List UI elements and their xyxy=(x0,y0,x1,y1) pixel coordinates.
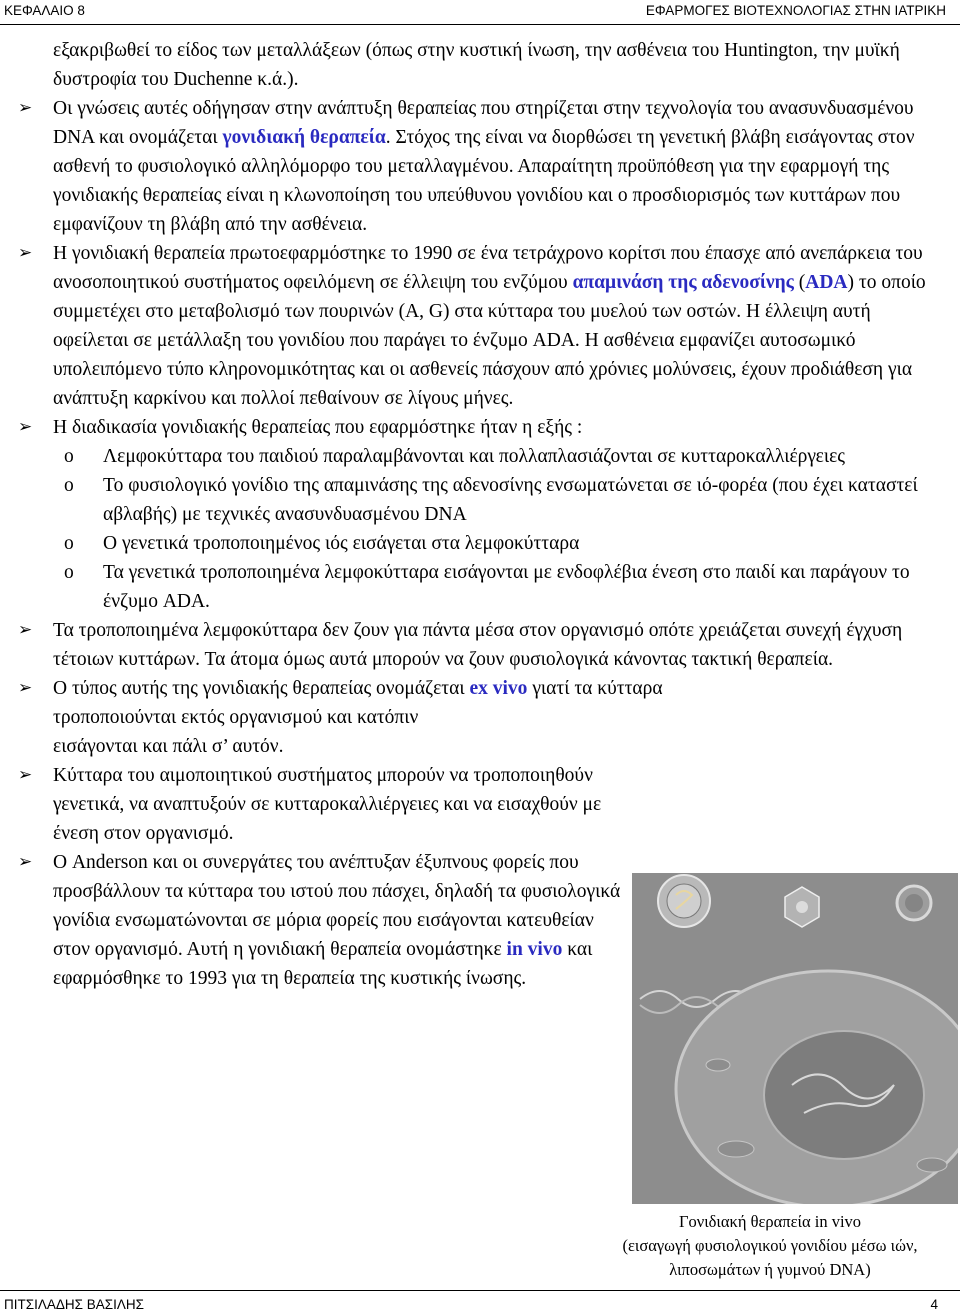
arrow-bullet-icon: ➢ xyxy=(18,620,33,640)
intro-paragraph: εξακριβωθεί το είδος των μεταλλάξεων (όπως στην κυστική ίνωση, την ασθένεια του Huntington, την μυϊκή δυστροφία του Duchenne κ.ά.). xyxy=(53,40,900,90)
arrow-bullet-icon: ➢ xyxy=(18,765,33,785)
liposome-icon xyxy=(897,886,931,920)
book-title: ΕΦΑΡΜΟΓΕΣ ΒΙΟΤΕΧΝΟΛΟΓΙΑΣ ΣΤΗΝ ΙΑΤΡΙΚΗ xyxy=(645,3,946,18)
bullet-procedure-intro: ➢ Η διαδικασία γονιδιακής θεραπείας που εφαρμόστηκε ήταν η εξής : xyxy=(18,413,948,442)
caption-title: Γονιδιακή θεραπεία in vivo xyxy=(678,1212,862,1231)
arrow-bullet-icon: ➢ xyxy=(18,678,33,698)
circle-bullet-icon: o xyxy=(64,562,74,583)
bullet-lymphocyte-lifetime: ➢ Τα τροποποιημένα λεμφοκύτταρα δεν ζουν για πάντα μέσα στον οργανισμό οπότε χρειάζεται συνεχή έγχυση τέτοιων κυττάρων. Τα άτομα όμως αυτά μπορούν να ζουν φυσιολογικά κάνοντας τακτική θεραπεία. xyxy=(18,616,948,674)
header-rule xyxy=(0,24,960,25)
arrow-bullet-icon: ➢ xyxy=(18,243,33,263)
procedure-step: o Λεμφοκύτταρα του παιδιού παραλαμβάνονται και πολλαπλασιάζονται σε κυτταροκαλλιέργειες xyxy=(18,442,948,471)
page-header xyxy=(0,0,960,26)
procedure-step: o Το φυσιολογικό γονίδιο της απαμινάσης της αδενοσίνης ενσωματώνεται σε ιό-φορέα (που έχει καταστεί αβλαβής) με τεχνικές ανασυνδυασμένου DNA xyxy=(18,471,948,529)
page-number: 4 xyxy=(930,1297,938,1312)
page-footer xyxy=(0,1290,960,1314)
cell-diagram-graphic xyxy=(632,873,958,1204)
ada-abbreviation: ADA xyxy=(805,272,848,293)
ex-vivo-term: ex vivo xyxy=(469,678,528,699)
gene-therapy-illustration xyxy=(632,873,958,1204)
retrovirus-icon xyxy=(658,875,710,927)
chapter-label: ΚΕΦΑΛΑΙΟ 8 xyxy=(4,3,85,18)
bullet-hematopoietic-cells: ➢ Κύτταρα του αιμοποιητικού συστήματος μπορούν να τροποποιηθούν γενετικά, να αναπτυξούν σε κυτταροκαλλιέργειες και να εισαχθούν με ένεση στον οργανισμό. xyxy=(18,761,633,848)
in-vivo-term: in vivo xyxy=(506,939,563,960)
procedure-step: o Τα γενετικά τροποποιημένα λεμφοκύτταρα εισάγονται με ενδοφλέβια ένεση στο παιδί και παράγουν το ένζυμο ADA. xyxy=(18,558,948,616)
bullet-in-vivo: ➢ Ο Anderson και οι συνεργάτες του ανέπτυξαν έξυπνους φορείς που προσβάλλουν τα κύτταρα του ιστού που πάσχει, δηλαδή τα φυσιολογικά γονίδια ενσωματώνονται σε μόρια φορείς που εισάγονται κατευθείαν στον οργανισμό. Αυτή η γονιδιακή θεραπεία ονομάστηκε in vivo και εφαρμόσθηκε το 1993 για τη θεραπεία της κυστικής ίνωσης. xyxy=(18,848,633,993)
arrow-bullet-icon: ➢ xyxy=(18,98,33,118)
caption-line: λιποσωμάτων ή γυμνού DNA) xyxy=(669,1260,871,1279)
circle-bullet-icon: o xyxy=(64,446,74,467)
arrow-bullet-icon: ➢ xyxy=(18,852,33,872)
figure-caption xyxy=(582,1210,958,1282)
circle-bullet-icon: o xyxy=(64,533,74,554)
ada-enzyme-term: απαμινάση της αδενοσίνης xyxy=(572,272,794,293)
gene-therapy-term: γονιδιακή θεραπεία xyxy=(222,127,386,148)
bullet-gene-therapy-definition: ➢ Οι γνώσεις αυτές οδήγησαν στην ανάπτυξη θεραπείας που στηρίζεται στην τεχνολογία του ανασυνδυασμένου DNA και ονομάζεται γονιδιακή θεραπεία. Στόχος της είναι να διορθώσει τη γενετική βλάβη εισάγοντας στον ασθενή το φυσιολογικό αλληλόμορφο του μεταλλαγμένου. Απαραίτητη προϋπόθεση για την εφαρμογή της γονιδιακής θεραπείας είναι η κλωνοποίηση του υπεύθυνου γονιδίου και ο προσδιορισμός των κυττάρων που εμφανίζουν τη βλάβη από την ασθένεια. xyxy=(18,94,948,239)
nucleus-icon xyxy=(764,1031,924,1159)
arrow-bullet-icon: ➢ xyxy=(18,417,33,437)
circle-bullet-icon: o xyxy=(64,475,74,496)
bullet-first-application: ➢ Η γονιδιακή θεραπεία πρωτοεφαρμόστηκε το 1990 σε ένα τετράχρονο κορίτσι που έπασχε από ανεπάρκεια του ανοσοποιητικού συστήματος οφειλόμενη σε έλλειψη του ενζύμου απαμινάση της αδενοσίνης (ADA) το οποίο συμμετέχει στο μεταβολισμό των πουρινών (A, G) στα κύτταρα του μυελού των οστών. Η έλλειψη αυτή οφείλεται σε μετάλλαξη του γονιδίου που παράγει το ένζυμο ADA. Η ασθένεια εμφανίζει αυτοσωμικό υπολειπόμενο τύπο κληρονομικότητας και οι ασθενείς πάσχουν από χρόνιες μολύνσεις, έχουν προδιάθεση για ανάπτυξη καρκίνου και πολλοί πεθαίνουν σε λίγους μήνες. xyxy=(18,239,948,413)
caption-line: (εισαγωγή φυσιολογικού γονιδίου μέσω ιών, xyxy=(622,1236,918,1255)
footer-rule xyxy=(0,1290,960,1291)
bullet-ex-vivo: ➢ Ο τύπος αυτής της γονιδιακής θεραπείας ονομάζεται ex vivo γιατί τα κύτταρα τροποποιούνται εκτός οργανισμού και κατόπιν εισάγονται και πάλι σ’ αυτόν. xyxy=(18,674,948,761)
page-body xyxy=(18,36,948,993)
procedure-step: o Ο γενετικά τροποποιημένος ιός εισάγεται στα λεμφοκύτταρα xyxy=(18,529,948,558)
author-name: ΠΙΤΣΙΛΑΔΗΣ ΒΑΣΙΛΗΣ xyxy=(4,1297,144,1312)
